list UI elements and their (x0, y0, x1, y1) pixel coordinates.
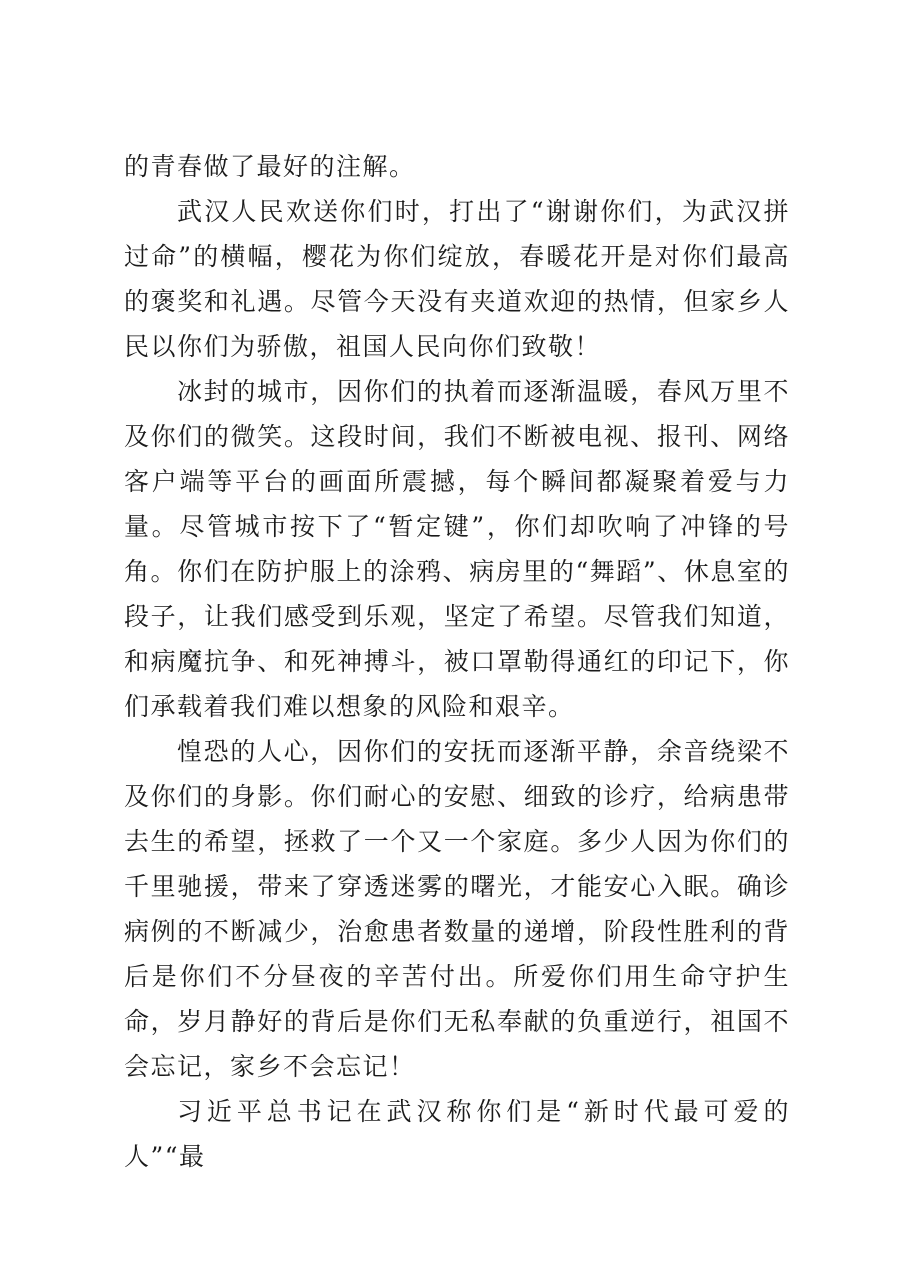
document-body (124, 144, 790, 1179)
paragraph: 习近平总书记在武汉称你们是“新时代最可爱的人”“最 (124, 1097, 790, 1171)
paragraph: 惶恐的人心，因你们的安抚而逐渐平静，余音绕梁不及你们的身影。你们耐心的安慰、细致的诊疗，给病患带去生的希望，拯救了一个又一个家庭。多少人因为你们的千里驰援，带来了穿透迷雾的曙光，才能安心入眠。确诊病例的不断减少，治愈患者数量的递增，阶段性胜利的背后是你们不分昼夜的辛苦付出。所爱你们用生命守护生命，岁月静好的背后是你们无私奉献的负重逆行，祖国不会忘记，家乡不会忘记！ (124, 737, 790, 1081)
paragraph: 武汉人民欢送你们时，打出了“谢谢你们，为武汉拼过命”的横幅，樱花为你们绽放，春暖花开是对你们最高的褒奖和礼遇。尽管今天没有夹道欢迎的热情，但家乡人民以你们为骄傲，祖国人民向你们致敬！ (124, 197, 790, 361)
paragraph-continuation: 的青春做了最好的注解。 (124, 152, 416, 181)
paragraph: 冰封的城市，因你们的执着而逐渐温暖，春风万里不及你们的微笑。这段时间，我们不断被电视、报刊、网络客户端等平台的画面所震撼，每个瞬间都凝聚着爱与力量。尽管城市按下了“暂定键”，你们却吹响了冲锋的号角。你们在防护服上的涂鸦、病房里的“舞蹈”、休息室的段子，让我们感受到乐观，坚定了希望。尽管我们知道，和病魔抗争、和死神搏斗，被口罩勒得通红的印记下，你们承载着我们难以想象的风险和艰辛。 (124, 377, 790, 721)
